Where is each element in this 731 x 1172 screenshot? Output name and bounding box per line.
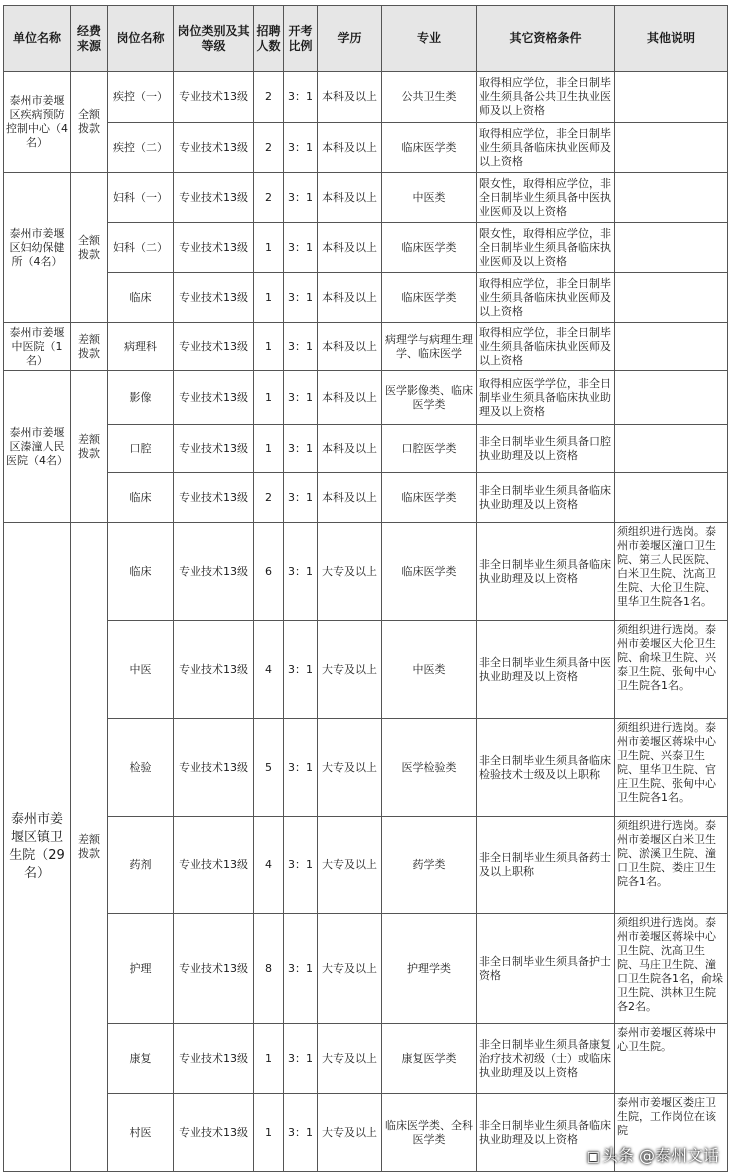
post-count: 1 [254,323,284,371]
major: 医学检验类 [382,719,477,817]
conditions: 非全日制毕业生须具备临床执业助理及以上资格 [477,523,615,621]
post-count: 1 [254,223,284,273]
table-row [4,371,728,425]
exam-ratio: 3：1 [284,1094,318,1172]
table-row [4,273,728,323]
exam-ratio: 3：1 [284,817,318,914]
header-edu: 学历 [318,6,382,72]
header-count: 招聘人数 [254,6,284,72]
fund-source: 全额拨款 [71,72,108,173]
major: 公共卫生类 [382,72,477,123]
education: 本科及以上 [318,123,382,173]
education: 大专及以上 [318,1094,382,1172]
conditions: 非全日制毕业生须具备药士及以上职称 [477,817,615,914]
remarks [615,425,728,473]
table-row [4,173,728,223]
conditions: 非全日制毕业生须具备中医执业助理及以上资格 [477,621,615,719]
conditions: 取得相应学位，非全日制毕业生须具备临床执业医师及以上资格 [477,123,615,173]
exam-ratio: 3：1 [284,473,318,523]
post-count: 1 [254,1024,284,1094]
remarks [615,323,728,371]
post-name: 疾控（二） [108,123,174,173]
header-grade: 岗位类别及其等级 [174,6,254,72]
education: 大专及以上 [318,914,382,1024]
post-count: 1 [254,371,284,425]
post-name: 病理科 [108,323,174,371]
exam-ratio: 3：1 [284,914,318,1024]
post-grade: 专业技术13级 [174,817,254,914]
exam-ratio: 3：1 [284,523,318,621]
post-count: 6 [254,523,284,621]
watermark [587,1143,719,1166]
remarks [615,173,728,223]
conditions: 限女性，取得相应学位，非全日制毕业生须具备中医执业医师及以上资格 [477,173,615,223]
post-name: 临床 [108,273,174,323]
header-ratio: 开考比例 [284,6,318,72]
remarks [615,371,728,425]
post-grade: 专业技术13级 [174,371,254,425]
post-grade: 专业技术13级 [174,473,254,523]
exam-ratio: 3：1 [284,72,318,123]
education: 本科及以上 [318,473,382,523]
post-count: 2 [254,473,284,523]
conditions: 限女性，取得相应学位，非全日制毕业生须具备临床执业医师及以上资格 [477,223,615,273]
remarks [615,473,728,523]
conditions: 非全日制毕业生须具备临床执业助理及以上资格 [477,473,615,523]
table-row [4,914,728,1024]
exam-ratio: 3：1 [284,173,318,223]
header-unit: 单位名称 [4,6,71,72]
post-name: 护理 [108,914,174,1024]
education: 本科及以上 [318,273,382,323]
watermark-text: 头条 @泰州文话 [601,1146,719,1165]
major: 口腔医学类 [382,425,477,473]
major: 中医类 [382,173,477,223]
education: 大专及以上 [318,621,382,719]
major: 药学类 [382,817,477,914]
education: 大专及以上 [318,817,382,914]
post-count: 2 [254,72,284,123]
post-grade: 专业技术13级 [174,1024,254,1094]
post-grade: 专业技术13级 [174,173,254,223]
post-count: 8 [254,914,284,1024]
post-name: 临床 [108,523,174,621]
major: 临床医学类 [382,223,477,273]
post-name: 中医 [108,621,174,719]
post-name: 康复 [108,1024,174,1094]
toutiao-logo-icon: ▣ [586,1149,600,1165]
education: 大专及以上 [318,719,382,817]
remarks [615,273,728,323]
post-grade: 专业技术13级 [174,523,254,621]
conditions: 非全日制毕业生须具备口腔执业助理及以上资格 [477,425,615,473]
post-name: 影像 [108,371,174,425]
unit-name: 泰州市姜堰区疾病预防控制中心（4名） [4,72,71,173]
major: 临床医学类 [382,123,477,173]
education: 本科及以上 [318,223,382,273]
education: 大专及以上 [318,523,382,621]
exam-ratio: 3：1 [284,123,318,173]
post-grade: 专业技术13级 [174,323,254,371]
conditions: 取得相应学位，非全日制毕业生须具备临床执业医师及以上资格 [477,273,615,323]
major: 病理学与病理生理学、临床医学 [382,323,477,371]
recruitment-table [3,5,728,1172]
post-grade: 专业技术13级 [174,223,254,273]
conditions: 非全日制毕业生须具备康复治疗技术初级（士）或临床执业助理及以上资格 [477,1024,615,1094]
fund-source: 差额拨款 [71,323,108,371]
post-grade: 专业技术13级 [174,621,254,719]
header-fund: 经费来源 [71,6,108,72]
header-post: 岗位名称 [108,6,174,72]
post-count: 1 [254,425,284,473]
remarks: 须组织进行选岗。泰州市姜堰区蒋垛中心卫生院、沈高卫生院、马庄卫生院、潼口卫生院各1名，俞垛卫生院、洪林卫生院各2名。 [615,914,728,1024]
post-count: 1 [254,273,284,323]
post-grade: 专业技术13级 [174,72,254,123]
exam-ratio: 3：1 [284,371,318,425]
post-count: 2 [254,123,284,173]
post-count: 4 [254,817,284,914]
table-row [4,817,728,914]
post-name: 妇科（一） [108,173,174,223]
header-row [4,6,728,72]
post-name: 药剂 [108,817,174,914]
post-count: 2 [254,173,284,223]
post-name: 临床 [108,473,174,523]
unit-name: 泰州市姜堰区镇卫生院（29名） [4,523,71,1172]
post-count: 5 [254,719,284,817]
remarks [615,223,728,273]
education: 本科及以上 [318,173,382,223]
table-row [4,473,728,523]
table-row [4,523,728,621]
post-grade: 专业技术13级 [174,719,254,817]
table-row [4,323,728,371]
major: 医学影像类、临床医学类 [382,371,477,425]
unit-name: 泰州市姜堰中医院（1名） [4,323,71,371]
fund-source: 差额拨款 [71,523,108,1172]
post-grade: 专业技术13级 [174,425,254,473]
major: 护理学类 [382,914,477,1024]
post-grade: 专业技术13级 [174,914,254,1024]
major: 临床医学类 [382,523,477,621]
conditions: 非全日制毕业生须具备临床检验技术士级及以上职称 [477,719,615,817]
exam-ratio: 3：1 [284,323,318,371]
education: 本科及以上 [318,425,382,473]
table-row [4,425,728,473]
post-name: 村医 [108,1094,174,1172]
education: 本科及以上 [318,371,382,425]
conditions: 非全日制毕业生须具备临床执业助理及以上资格 [477,1094,615,1172]
remarks: 须组织进行选岗。泰州市姜堰区蒋垛中心卫生院、兴泰卫生院、里华卫生院、官庄卫生院、张甸中心卫生院各1名。 [615,719,728,817]
education: 本科及以上 [318,323,382,371]
fund-source: 差额拨款 [71,371,108,523]
table-row [4,123,728,173]
header-note: 其他说明 [615,6,728,72]
post-name: 疾控（一） [108,72,174,123]
exam-ratio: 3：1 [284,273,318,323]
major: 临床医学类、全科医学类 [382,1094,477,1172]
remarks: 须组织进行选岗。泰州市姜堰区白米卫生院、淤溪卫生院、潼口卫生院、娄庄卫生院各1名。 [615,817,728,914]
education: 大专及以上 [318,1024,382,1094]
exam-ratio: 3：1 [284,1024,318,1094]
post-grade: 专业技术13级 [174,273,254,323]
unit-name: 泰州市姜堰区妇幼保健所（4名） [4,173,71,323]
table-row [4,223,728,273]
post-count: 4 [254,621,284,719]
conditions: 取得相应学位，非全日制毕业生须具备临床执业医师及以上资格 [477,323,615,371]
header-major: 专业 [382,6,477,72]
remarks: 须组织进行选岗。泰州市姜堰区大伦卫生院、俞垛卫生院、兴泰卫生院、张甸中心卫生院各1名。 [615,621,728,719]
exam-ratio: 3：1 [284,621,318,719]
unit-name: 泰州市姜堰区溱潼人民医院（4名） [4,371,71,523]
post-count: 1 [254,1094,284,1172]
exam-ratio: 3：1 [284,719,318,817]
header-cond: 其它资格条件 [477,6,615,72]
major: 中医类 [382,621,477,719]
major: 临床医学类 [382,273,477,323]
remarks [615,72,728,123]
remarks [615,123,728,173]
major: 临床医学类 [382,473,477,523]
table-row [4,72,728,123]
post-grade: 专业技术13级 [174,123,254,173]
exam-ratio: 3：1 [284,223,318,273]
fund-source: 全额拨款 [71,173,108,323]
remarks: 须组织进行选岗。泰州市姜堰区潼口卫生院、第三人民医院、白米卫生院、沈高卫生院、大伦卫生院、里华卫生院各1名。 [615,523,728,621]
post-name: 检验 [108,719,174,817]
conditions: 取得相应医学学位，非全日制毕业生须具备临床执业助理及以上资格 [477,371,615,425]
post-name: 口腔 [108,425,174,473]
conditions: 非全日制毕业生须具备护士资格 [477,914,615,1024]
post-grade: 专业技术13级 [174,1094,254,1172]
table-row [4,719,728,817]
table-row [4,1024,728,1094]
remarks: 泰州市姜堰区娄庄卫生院，工作岗位在该院 [615,1094,728,1172]
education: 本科及以上 [318,72,382,123]
exam-ratio: 3：1 [284,425,318,473]
conditions: 取得相应学位，非全日制毕业生须具备公共卫生执业医师及以上资格 [477,72,615,123]
remarks: 泰州市姜堰区蒋垛中心卫生院。 [615,1024,728,1094]
major: 康复医学类 [382,1024,477,1094]
table-row [4,621,728,719]
post-name: 妇科（二） [108,223,174,273]
